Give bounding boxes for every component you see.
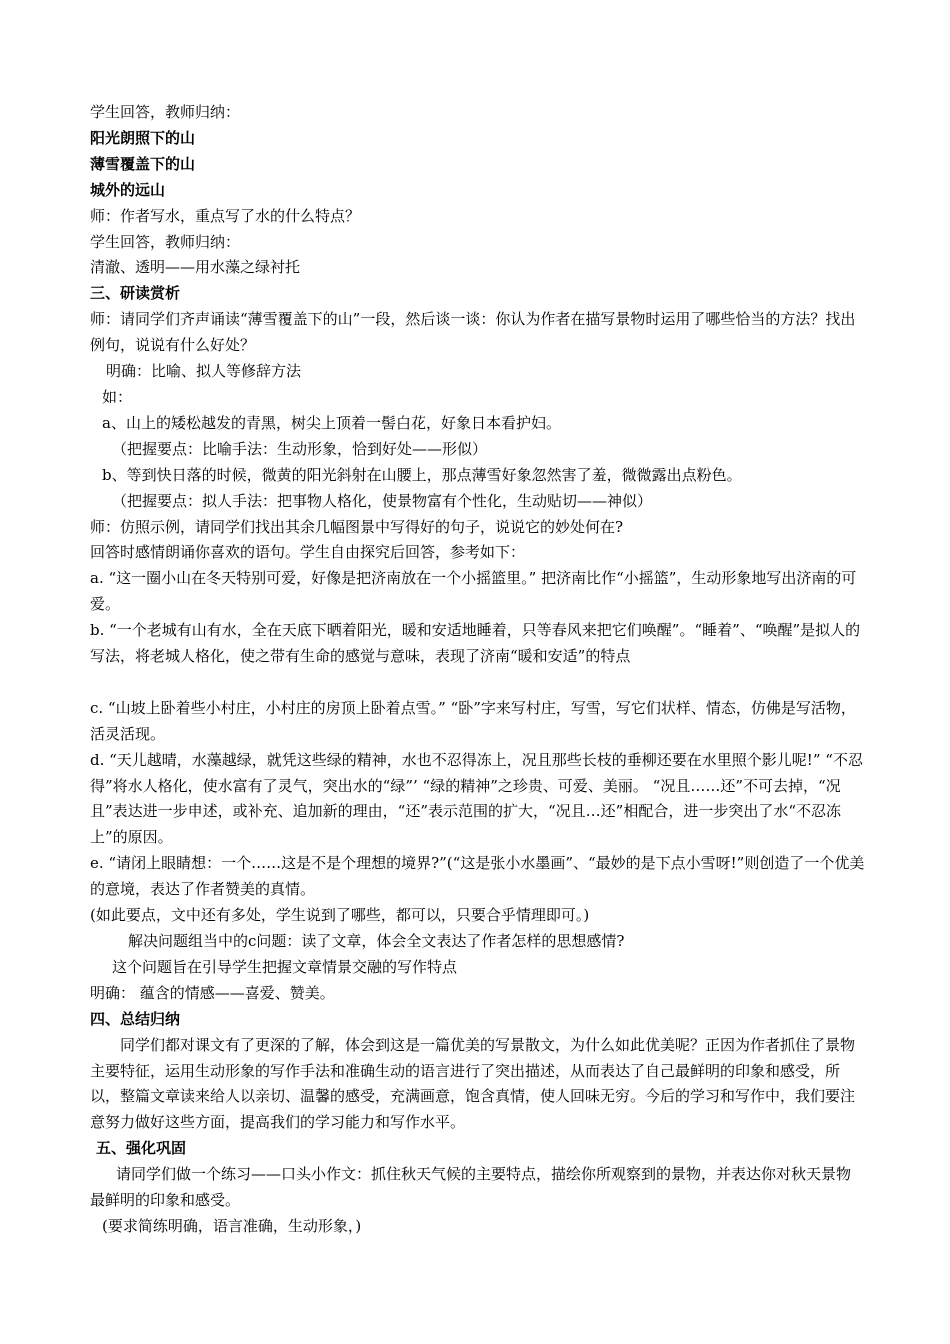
text-line: a、山上的矮松越发的青黑，树尖上顶着一髻白花，好象日本看护妇。	[102, 413, 561, 432]
paragraph: 请同学们做一个练习——口头小作文：抓住秋天气候的主要特点，描绘你所观察到的景物，并表达你对秋天景物最鲜明的印象和感受。	[90, 1165, 852, 1210]
text-line: 清澈、透明——用水藻之绿衬托	[90, 258, 301, 277]
section-heading: 四、总结归纳	[90, 1009, 181, 1028]
section-heading: 三、研读赏析	[90, 284, 181, 303]
text-line: 师：作者写水，重点写了水的什么特点？	[90, 206, 361, 225]
paragraph: 师：请同学们齐声诵读“薄雪覆盖下的山”一段，然后谈一谈：你认为作者在描写景物时运用了哪些恰当的方法？找出例句，说说有什么好处？	[90, 310, 856, 355]
bold-line: 阳光朗照下的山	[90, 128, 196, 147]
text-line: 师：仿照示例，请同学们找出其余几幅图景中写得好的句子，说说它的妙处何在?	[90, 517, 624, 536]
text-line: 学生回答，教师归纳：	[90, 103, 241, 121]
blank-line	[90, 670, 865, 696]
text-line: （把握要点：比喻手法：生动形象，恰到好处——形似）	[112, 439, 488, 458]
text-line: （把握要点：拟人手法：把事物人格化，使景物富有个性化，生动贴切——神似）	[112, 491, 653, 510]
text-line: (如此要点，文中还有多处，学生说到了哪些，都可以，只要合乎情理即可。)	[90, 906, 590, 925]
text-line: 学生回答，教师归纳：	[90, 232, 241, 251]
bold-line: 薄雪覆盖下的山	[90, 154, 196, 173]
text-line: (要求简练明确，语言准确，生动形象，)	[102, 1216, 362, 1235]
text-line: b、等到快日落的时候，微黄的阳光斜射在山腰上，那点薄雪好象忽然害了羞，微微露出点粉色。	[102, 465, 742, 484]
bold-line: 城外的远山	[90, 180, 166, 199]
paragraph: a. “这一圈小山在冬天特别可爱，好像是把济南放在一个小摇篮里。” 把济南比作“小摇篮”，生动形象地写出济南的可爱。	[90, 569, 857, 614]
document-page	[90, 100, 865, 1240]
text-line: 回答时感情朗诵你喜欢的语句。学生自由探究后回答，参考如下：	[90, 543, 526, 562]
paragraph: d. “天儿越晴，水藻越绿，就凭这些绿的精神，水也不忍得冻上，况且那些长枝的垂柳还要在水里照个影儿呢!” “不忍得”将水人格化，使水富有了灵气，突出水的“绿”’ “绿的精神”之珍贵、可爱、美丽。 “况且……还”不可去掉，“况且”表达进一步申述，或补充、追加新的理由，“还”表示范围的扩大，“况且…还”相配合，进一步突出了水“不忍冻上”的原因。	[90, 750, 863, 847]
section-heading: 五、强化巩固	[96, 1139, 187, 1158]
text-line: 这个问题旨在引导学生把握文章情景交融的写作特点	[112, 957, 458, 976]
paragraph: c. “山坡上卧着些小村庄，小村庄的房顶上卧着点雪。” “卧”字来写村庄，写雪，写它们状样、情态，仿佛是写活物，活灵活现。	[90, 698, 856, 743]
text-line: 解决问题组当中的c问题：读了文章，体会全文表达了作者怎样的思想感情?	[128, 931, 625, 950]
paragraph: b. “一个老城有山有水，全在天底下晒着阳光，暖和安适地睡着，只等春风来把它们唤醒”。“睡着”、“唤醒”是拟人的写法，将老城人格化，使之带有生命的感觉与意味，表现了济南“暖和安适”的特点	[90, 621, 861, 666]
text-line: 如：	[102, 387, 133, 406]
text-line: 明确： 蕴含的情感——喜爱、赞美。	[90, 983, 335, 1002]
text-line: 明确：比喻、拟人等修辞方法	[106, 362, 302, 381]
paragraph: e. “请闭上眼睛想：一个……这是不是个理想的境界?”(“这是张小水墨画”、“最妙的是下点小雪呀!”则创造了一个优美的意境，表达了作者赞美的真情。	[90, 854, 865, 899]
paragraph: 同学们都对课文有了更深的了解，体会到这是一篇优美的写景散文，为什么如此优美呢？正因为作者抓住了景物主要特征，运用生动形象的写作手法和准确生动的语言进行了突出描述，从而表达了自己最鲜明的印象和感受，所以，整篇文章读来给人以亲切、温馨的感受，充满画意，饱含真情，使人回味无穷。今后的学习和写作中，我们要注意努力做好这些方面，提高我们的学习能力和写作水平。	[90, 1035, 856, 1132]
